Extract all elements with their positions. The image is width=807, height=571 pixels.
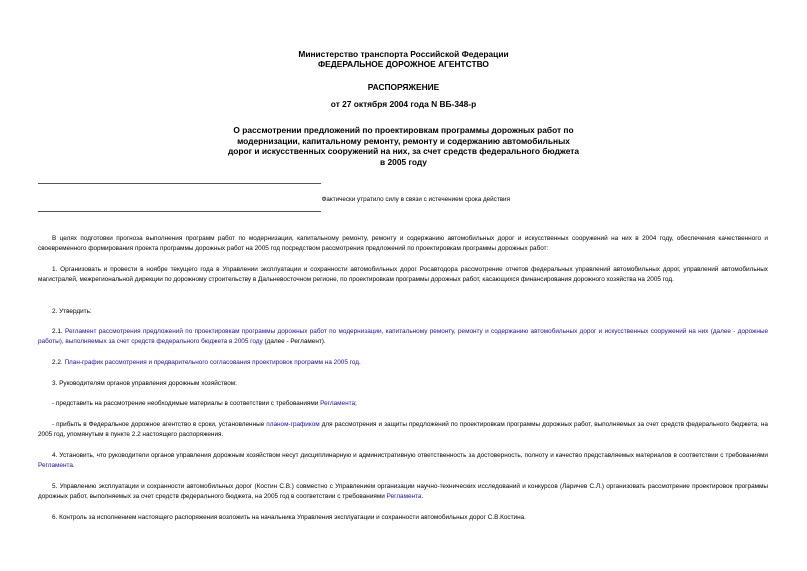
paragraph-5-text: 5. Управлению эксплуатации и сохранности автомобильных дорог (Костин С.В.) совместно с Управлением организации научно-технических исследований и конкурсов (Ларичев С.Л.) организовать рассмотрение проектировок программы дорожных работ, выполняемых за счет средств федерального бюджета, на 2005 год в соответствии с требованиями [38, 483, 768, 500]
paragraph-3-b [38, 420, 768, 440]
paragraph-4 [38, 451, 768, 471]
paragraph-2-1 [38, 327, 768, 347]
paragraph-3-b-text: - прибыть в Федеральное дорожное агентство в сроки, установленные [52, 421, 267, 428]
paragraph-2-2-number: 2.2. [52, 359, 65, 366]
regulation-link[interactable]: Регламента [320, 400, 356, 407]
paragraph-3-a-suffix: ; [355, 400, 357, 407]
paragraph-1: 1. Организовать и провести в ноябре текущего года в Управлении эксплуатации и сохранности автомобильных дорог Росавтодора рассмотрение отчетов федеральных управлений автомобильных дорог, управлений автомобильных магистралей, межрегиональной дирекции по дорожному строительству в Дальневосточном регионе, по проектировкам программы дорожных работ, касающихся финансирования дорожного хозяйства на 2005 год. [38, 266, 768, 283]
subject-line: дорог и искусственных сооружений на них, за счет средств федерального бюджета [227, 146, 580, 157]
ministry-name: Министерство транспорта Российской Федерации [298, 49, 509, 59]
paragraph-6: 6. Контроль за исполнением настоящего распоряжения возложить на начальника Управления эксплуатации и сохранности автомобильных дорог С.В.Костина. [52, 514, 526, 521]
schedule-link[interactable]: План-график рассмотрения и предварительного согласования проектировок программ на 2005 год [64, 359, 359, 366]
regulation-link[interactable]: Регламента [386, 493, 422, 500]
paragraph-5-suffix: . [421, 493, 424, 500]
divider-bottom [38, 211, 321, 212]
schedule-link[interactable]: планом-графиком [266, 421, 320, 428]
agency-name: ФЕДЕРАЛЬНОЕ ДОРОЖНОЕ АГЕНТСТВО [318, 59, 489, 69]
subject-line: в 2005 году [380, 156, 427, 167]
paragraph-3-a-text: - представить на рассмотрение необходимые материалы в соответствии с требованиями [52, 400, 321, 407]
paragraph-2-2-suffix: . [358, 359, 361, 366]
paragraph-3: 3. Руководителям органов управления дорожным хозяйством: [52, 380, 237, 387]
paragraph-2-1-number: 2.1. [52, 328, 65, 335]
paragraph-4-suffix: . [72, 462, 75, 469]
status-note: Фактически утратило силу в связи с истечением срока действия [321, 196, 510, 203]
subject-line: О рассмотрении предложений по проектировкам программы дорожных работ по [233, 125, 574, 135]
document-subject [0, 125, 807, 167]
divider-top [38, 183, 321, 184]
document-date-number: от 27 октября 2004 года N ВБ-348-р [330, 99, 477, 109]
paragraph-2-1-suffix: (далее - Регламент). [262, 338, 326, 345]
regulation-link[interactable]: Регламента [38, 462, 73, 469]
paragraph-3-b-suffix: для рассмотрения и защиты предложений по проектировкам программы дорожных работ, выполняемых за счет средств федерального бюджета, на 2005 год, упомянутым в пункте 2.2 настоящего распоряжения. [38, 421, 768, 438]
subject-line: модернизации, капитальному ремонту, ремонту и содержанию автомобильных [237, 135, 570, 146]
paragraph-4-text: 4. Установить, что руководители органов управления дорожным хозяйством несут дисциплинарную и административную ответственность за достоверность, полноту и качество представляемых материалов в соответствии с требованиями [52, 452, 768, 459]
paragraph-3-a [38, 399, 768, 409]
document-type: РАСПОРЯЖЕНИЕ [367, 82, 440, 92]
paragraph-2: 2. Утвердить: [52, 308, 92, 315]
paragraph-2-2 [38, 358, 768, 368]
paragraph-5 [38, 482, 768, 502]
paragraph-intro: В целях подготовки прогноза выполнения программ работ по модернизации, капитальному ремонту, ремонту и содержанию автомобильных дорог и искусственных сооружений на них в 2004 году, обеспечения качественного и своевременного формирования проекта программы дорожных работ на 2005 год посредством рассмотрения предложений по проектировкам программы дорожных работ: [38, 235, 768, 252]
regulation-link[interactable]: Регламент рассмотрения предложений по проектировкам программы дорожных работ по модернизации, капитальному ремонту, ремонту и содержанию автомобильных дорог и искусственных сооружений на них (далее - дорожные работы), выполняемых за счет средств федерального бюджета в 2005 году [38, 328, 769, 345]
